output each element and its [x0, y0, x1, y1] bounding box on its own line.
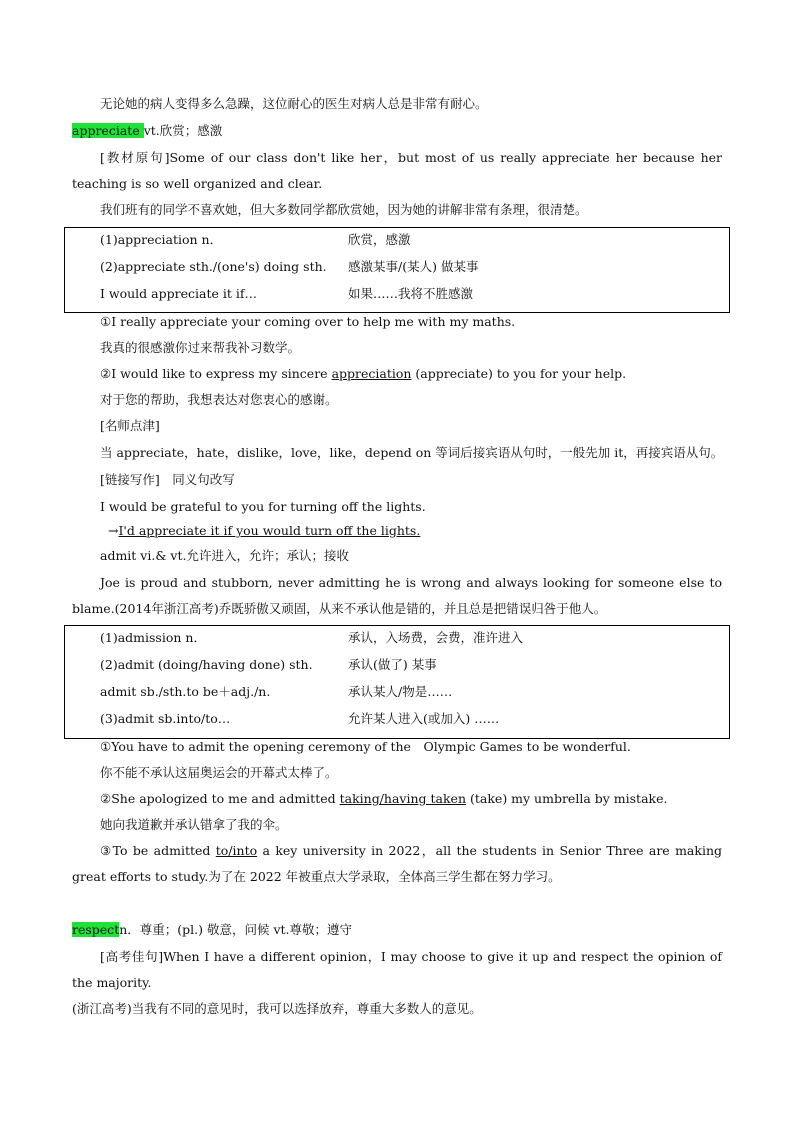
table-row: admit sb./sth.to be＋adj./n. 承认某人/物是……	[100, 684, 453, 699]
text-line: ②She apologized to me and admitted taking/having taken (take) my umbrella by mistake.	[100, 791, 668, 806]
table-row: (1)admission n． 承认，入场费，会费，准许进入	[100, 630, 524, 645]
usage-table-admit	[64, 625, 730, 739]
table-row: (2)admit (doing/having done) sth. 承认(做了) 某事	[100, 657, 437, 672]
table-row: (2)appreciate sth./(one's) doing sth. 感激某事/(某人) 做某事	[100, 259, 479, 274]
text-line: 无论她的病人变得多么急躁，这位耐心的医生对病人总是非常有耐心。	[100, 96, 488, 111]
answer-blank: appreciation	[331, 366, 412, 381]
table-row: I would appreciate it if… 如果……我将不胜感激	[100, 286, 474, 301]
text-line: I would be grateful to you for turning off the lights.	[100, 499, 426, 514]
answer-blank: taking/having taken	[339, 791, 467, 806]
text-line: 对于您的帮助，我想表达对您衷心的感谢。	[100, 392, 338, 407]
entry-heading-admit: admit vi.& vt.允许进入，允许；承认；接收	[100, 548, 349, 563]
keyword-highlight: appreciate	[72, 123, 144, 138]
text-paragraph: [教材原句]Some of our class don't like her，but most of us really appreciate her because her teaching is so well organized and clear.	[72, 150, 722, 191]
text-line: 当 appreciate，hate，dislike，love，like，depend on 等词后接宾语从句时，一般先加 it，再接宾语从句。	[100, 445, 724, 460]
answer-blank: I'd appreciate it if you would turn off the lights.	[118, 523, 421, 538]
text-line: 你不能不承认这届奥运会的开幕式太棒了。	[100, 765, 338, 780]
text-line: 她向我道歉并承认错拿了我的伞。	[100, 817, 288, 832]
text-line: →I'd appreciate it if you would turn off the lights.	[108, 523, 421, 538]
text-paragraph: ③To be admitted to/into a key university in 2022，all the students in Senior Three are making great efforts to study.为了在 2022 年被重点大学录取，全体高三学生都在努力学习。	[72, 843, 723, 884]
section-label: [名师点津]	[100, 418, 160, 433]
table-row: (3)admit sb.into/to… 允许某人进入(或加入) ……	[100, 711, 500, 726]
table-row: (1)appreciation n． 欣赏，感激	[100, 232, 411, 247]
text-line: ②I would like to express my sincere appreciation (appreciate) to you for your help.	[100, 366, 627, 381]
usage-table-appreciate	[64, 227, 730, 313]
text-line: (浙江高考)当我有不同的意见时，我可以选择放弃，尊重大多数人的意见。	[72, 1001, 482, 1016]
text-line: ①I really appreciate your coming over to help me with my maths.	[100, 314, 516, 329]
section-label: [链接写作] 同义句改写	[100, 472, 235, 487]
text-line: 我们班有的同学不喜欢她，但大多数同学都欣赏她，因为她的讲解非常有条理，很清楚。	[100, 202, 588, 217]
text-line: ①You have to admit the opening ceremony of the Olympic Games to be wonderful.	[100, 739, 631, 754]
keyword-highlight: respect	[72, 922, 120, 937]
text-line: 我真的很感激你过来帮我补习数学。	[100, 340, 301, 355]
text-paragraph: Joe is proud and stubborn, never admitting he is wrong and always looking for someone else to blame.(2014年浙江高考)乔既骄傲又顽固，从来不承认他是错的，并且总是把错误归咎于他人。	[72, 575, 722, 616]
text-paragraph: [高考佳句]When I have a different opinion，I may choose to give it up and respect the opinion of the majority.	[72, 949, 722, 990]
entry-heading-appreciate: appreciate vt.欣赏；感激	[72, 123, 223, 138]
answer-blank: to/into	[215, 843, 258, 858]
entry-heading-respect: respectn．尊重；(pl.) 敬意，问候 vt.尊敬；遵守	[72, 922, 353, 937]
